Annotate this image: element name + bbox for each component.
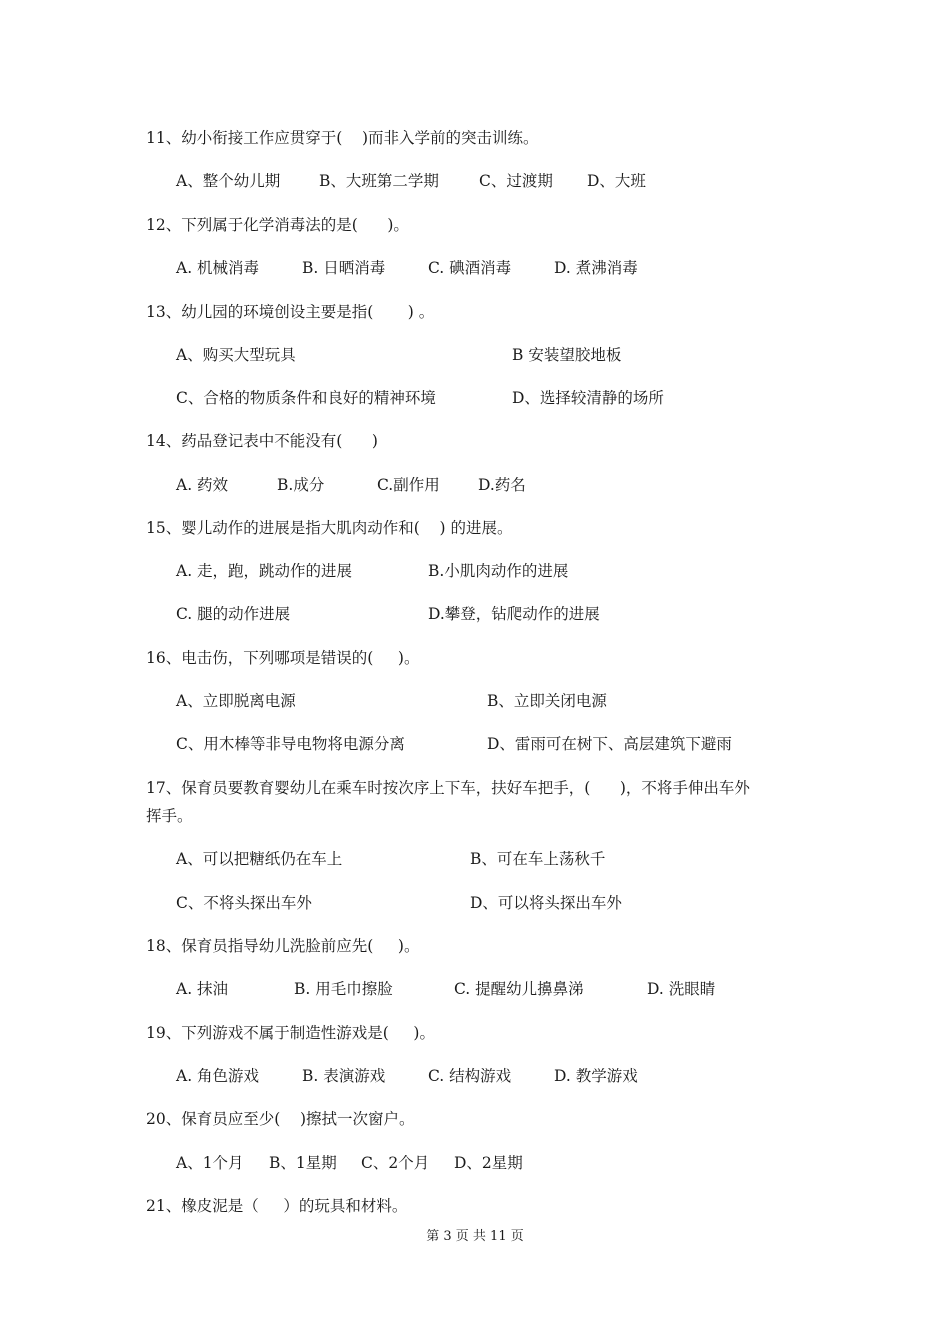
q17-option-c: C、不将头探出车外 — [176, 894, 312, 912]
question-11-stem: 11、幼小衔接工作应贯穿于( )而非入学前的突击训练。 — [146, 129, 539, 147]
q14-option-b: B.成分 — [277, 476, 325, 494]
q15-option-b: B.小肌肉动作的进展 — [428, 562, 569, 580]
q16-option-a: A、立即脱离电源 — [176, 692, 296, 710]
q18-option-a: A. 抹油 — [176, 980, 229, 998]
q11-option-b: B、大班第二学期 — [319, 172, 439, 190]
q14-option-c: C.副作用 — [377, 476, 440, 494]
q18-option-c: C. 提醒幼儿擤鼻涕 — [454, 980, 584, 998]
question-14-stem: 14、药品登记表中不能没有( ) — [146, 432, 378, 450]
q12-option-b: B. 日晒消毒 — [302, 259, 386, 277]
q14-option-d: D.药名 — [478, 476, 526, 494]
q11-option-c: C、过渡期 — [479, 172, 553, 190]
q20-option-d: D、2星期 — [454, 1154, 523, 1172]
question-19-stem: 19、下列游戏不属于制造性游戏是( )。 — [146, 1024, 435, 1042]
question-16-stem: 16、电击伤，下列哪项是错误的( )。 — [146, 649, 420, 667]
q17-option-d: D、可以将头探出车外 — [470, 894, 622, 912]
question-20-stem: 20、保育员应至少( )擦拭一次窗户。 — [146, 1110, 415, 1128]
q13-option-c: C、合格的物质条件和良好的精神环境 — [176, 389, 436, 407]
q12-option-a: A. 机械消毒 — [176, 259, 260, 277]
page-footer: 第 3 页 共 11 页 — [426, 1229, 524, 1244]
q12-option-d: D. 煮沸消毒 — [554, 259, 638, 277]
question-13-stem: 13、幼儿园的环境创设主要是指( ) 。 — [146, 303, 435, 321]
question-18-stem: 18、保育员指导幼儿洗脸前应先( )。 — [146, 937, 420, 955]
q19-option-b: B. 表演游戏 — [302, 1067, 386, 1085]
question-17-stem: 17、保育员要教育婴幼儿在乘车时按次序上下车，扶好车把手，( )，不将手伸出车外 — [146, 779, 750, 797]
q15-option-d: D.攀登，钻爬动作的进展 — [428, 605, 600, 623]
q16-option-b: B、立即关闭电源 — [487, 692, 607, 710]
question-21-stem: 21、橡皮泥是（ ）的玩具和材料。 — [146, 1197, 408, 1215]
q16-option-c: C、用木棒等非导电物将电源分离 — [176, 735, 405, 753]
q20-option-c: C、2个月 — [361, 1154, 430, 1172]
q14-option-a: A. 药效 — [176, 476, 229, 494]
q18-option-d: D. 洗眼睛 — [647, 980, 716, 998]
q19-option-c: C. 结构游戏 — [428, 1067, 512, 1085]
q11-option-d: D、大班 — [587, 172, 646, 190]
question-17-stem-continued: 挥手。 — [146, 807, 193, 825]
q16-option-d: D、雷雨可在树下、高层建筑下避雨 — [487, 735, 732, 753]
q13-option-b: B 安装望胶地板 — [512, 346, 622, 364]
q17-option-a: A、可以把糖纸仍在车上 — [176, 850, 343, 868]
q15-option-a: A. 走，跑，跳动作的进展 — [176, 562, 353, 580]
q19-option-d: D. 教学游戏 — [554, 1067, 638, 1085]
question-15-stem: 15、婴儿动作的进展是指大肌肉动作和( ) 的进展。 — [146, 519, 513, 537]
q12-option-c: C. 碘酒消毒 — [428, 259, 512, 277]
q18-option-b: B. 用毛巾擦脸 — [294, 980, 393, 998]
q20-option-a: A、1个月 — [176, 1154, 244, 1172]
q15-option-c: C. 腿的动作进展 — [176, 605, 291, 623]
q17-option-b: B、可在车上荡秋千 — [470, 850, 606, 868]
q19-option-a: A. 角色游戏 — [176, 1067, 260, 1085]
q13-option-d: D、选择较清静的场所 — [512, 389, 664, 407]
question-12-stem: 12、下列属于化学消毒法的是( )。 — [146, 216, 409, 234]
q13-option-a: A、购买大型玩具 — [176, 346, 296, 364]
q20-option-b: B、1星期 — [269, 1154, 337, 1172]
q11-option-a: A、整个幼儿期 — [176, 172, 281, 190]
